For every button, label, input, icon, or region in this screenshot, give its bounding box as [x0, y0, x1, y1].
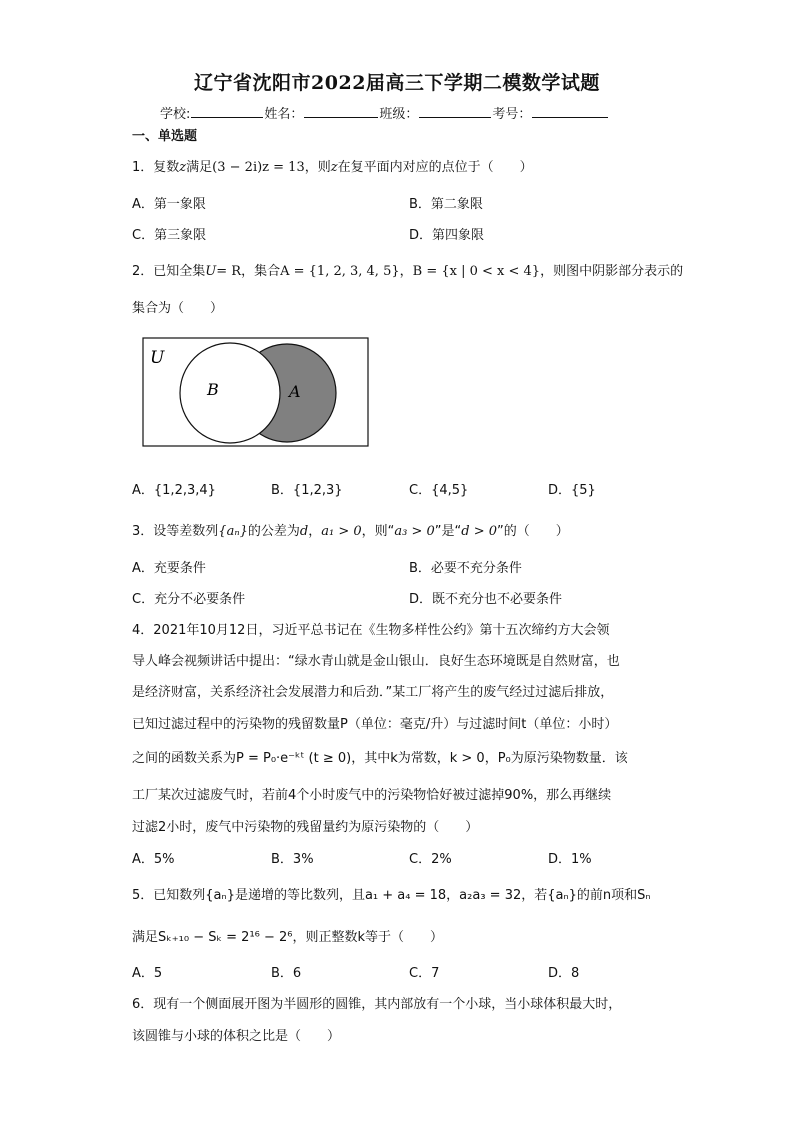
q2-option-a: A．{1,2,3,4} — [132, 483, 216, 498]
number-label: 考号： — [492, 107, 532, 122]
q3-option-a: A．充要条件 — [132, 561, 206, 576]
q3-option-b: B．必要不充分条件 — [409, 561, 522, 576]
school-label: 学校: — [160, 107, 191, 122]
q2-option-d: D．{5} — [548, 483, 596, 498]
set-b-circle — [180, 343, 280, 443]
q4-option-a: A．5% — [132, 852, 175, 867]
venn-label-b: B — [207, 380, 219, 399]
student-info-line — [160, 103, 609, 122]
page-title: 辽宁省沈阳市2022届高三下学期二模数学试题 — [194, 72, 600, 94]
section-heading: 一、单选题 — [132, 129, 198, 144]
question-3: 3．设等差数列{aₙ}的公差为d，a₁ > 0，则“a₃ > 0”是“d > 0”的（ ） — [132, 524, 569, 539]
question-4-line-2: 导人峰会视频讲话中提出：“绿水青山就是金山银山．良好生态环境既是自然财富，也 — [132, 654, 620, 669]
q1-option-b: B．第二象限 — [409, 197, 483, 212]
question-4-line-3: 是经济财富，关系经济社会发展潜力和后劲．”某工厂将产生的废气经过过滤后排放， — [132, 685, 614, 700]
q2-option-b: B．{1,2,3} — [271, 483, 343, 498]
question-4-line-5: 之间的函数关系为P = P₀·e⁻ᵏᵗ (t ≥ 0)，其中k为常数，k > 0，P₀为原污染物数量．该 — [132, 751, 628, 766]
class-label: 班级： — [379, 107, 419, 122]
q3-option-d: D．既不充分也不必要条件 — [409, 592, 563, 607]
school-blank — [191, 105, 263, 118]
question-4: 4．2021年10月12日，习近平总书记在《生物多样性公约》第十五次缔约方大会领 — [132, 623, 610, 638]
q1-option-c: C．第三象限 — [132, 228, 207, 243]
q4-option-b: B．3% — [271, 852, 314, 867]
question-2-line-2: 集合为（ ） — [132, 301, 224, 316]
question-1: 1．复数z满足(3 − 2i)z = 13，则z在复平面内对应的点位于（ ） — [132, 160, 533, 175]
class-blank — [419, 105, 491, 118]
q3-option-c: C．充分不必要条件 — [132, 592, 246, 607]
question-5-line-2: 满足Sₖ₊₁₀ − Sₖ = 2¹⁶ − 2⁶，则正整数k等于（ ） — [132, 930, 444, 945]
venn-label-u: U — [150, 348, 165, 368]
q4-option-c: C．2% — [409, 852, 452, 867]
name-blank — [304, 105, 378, 118]
question-4-line-6: 工厂某次过滤废气时，若前4个小时废气中的污染物恰好被过滤掉90%，那么再继续 — [132, 788, 612, 803]
question-2: 2．已知全集U= R，集合A = {1, 2, 3, 4, 5}，B = {x | 0 < x < 4}，则图中阴影部分表示的 — [132, 264, 684, 279]
venn-label-a: A — [289, 382, 301, 401]
q2-option-c: C．{4,5} — [409, 483, 469, 498]
question-5: 5．已知数列{aₙ}是递增的等比数列，且a₁ + a₄ = 18，a₂a₃ = 32，若{aₙ}的前n项和Sₙ — [132, 888, 651, 903]
question-6-line-2: 该圆锥与小球的体积之比是（ ） — [132, 1029, 341, 1044]
q4-option-d: D．1% — [548, 852, 592, 867]
name-label: 姓名： — [264, 107, 304, 122]
q5-option-b: B．6 — [271, 966, 302, 981]
q5-option-d: D．8 — [548, 966, 580, 981]
q1-option-d: D．第四象限 — [409, 228, 485, 243]
number-blank — [532, 105, 608, 118]
q5-option-c: C．7 — [409, 966, 440, 981]
question-4-line-4: 已知过滤过程中的污染物的残留数量P（单位：毫克/升）与过滤时间t（单位：小时） — [132, 717, 618, 732]
question-4-line-7: 过滤2小时，废气中污染物的残留量约为原污染物的（ ） — [132, 820, 479, 835]
venn-diagram — [142, 337, 370, 448]
q5-option-a: A．5 — [132, 966, 163, 981]
q1-option-a: A．第一象限 — [132, 197, 206, 212]
question-6: 6．现有一个侧面展开图为半圆形的圆锥，其内部放有一个小球，当小球体积最大时， — [132, 997, 622, 1012]
